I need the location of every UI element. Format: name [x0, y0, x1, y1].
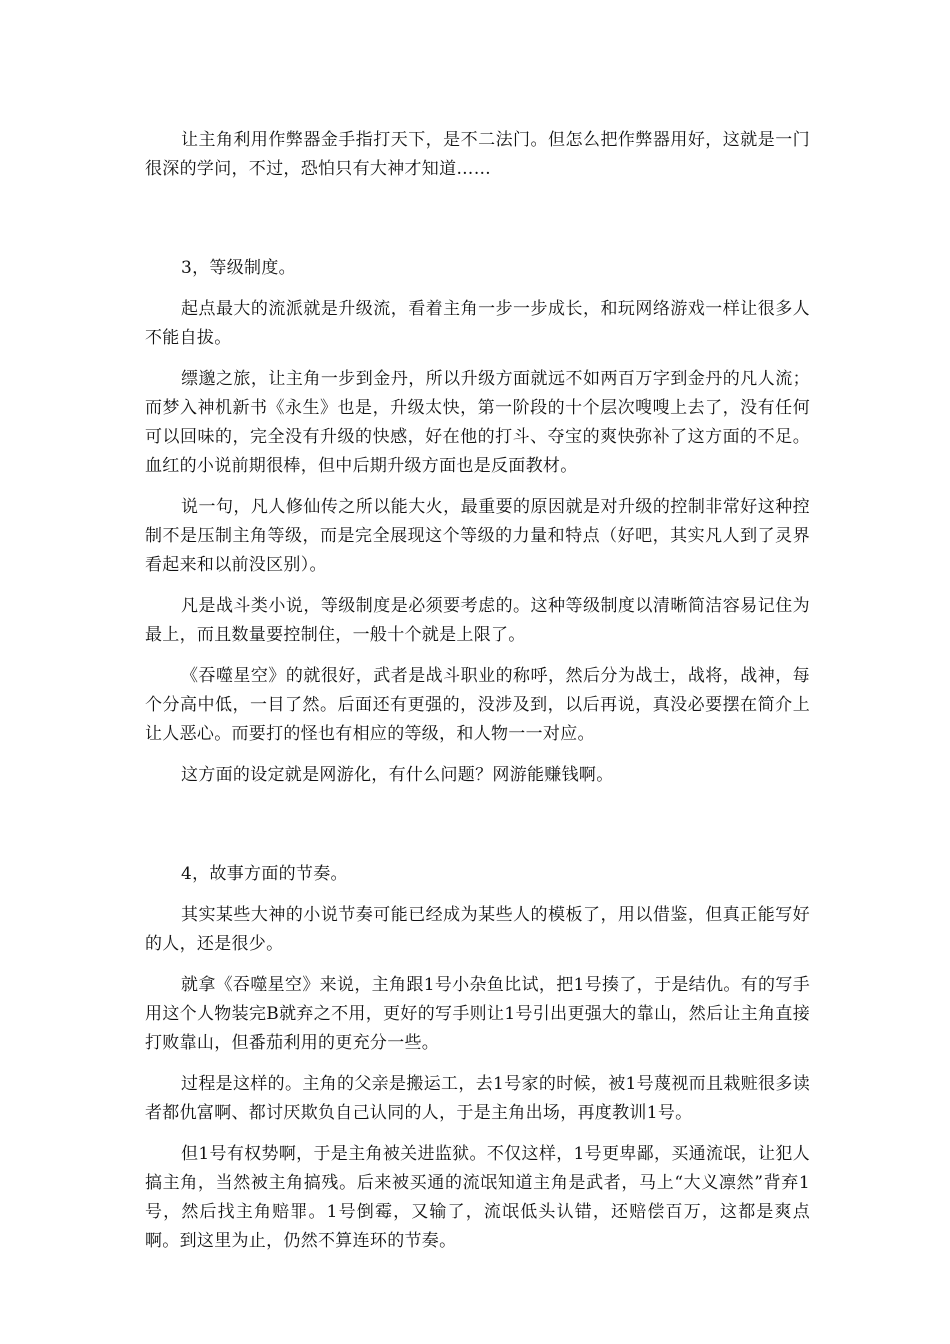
section-heading-level-system: 3，等级制度。	[181, 258, 296, 278]
paragraph-leveling-genre: 起点最大的流派就是升级流，看着主角一步一步成长，和玩网络游戏一样让很多人不能自拔。	[145, 299, 810, 348]
paragraph-prison: 但1号有权势啊，于是主角被关进监狱。不仅这样，1号更卑鄙，买通流氓，让犯人搞主角，当然被主角搞残。后来被买通的流氓知道主角是武者，马上“大义凛然”背弃1号，然后找主角赔罪。1号倒霉，又输了，流氓低头认错，还赔偿百万，这都是爽点啊。到这里为止，仍然不算连环的节奏。	[145, 1144, 810, 1251]
paragraph-tunshi-example: 《吞噬星空》的就很好，武者是战斗职业的称呼，然后分为战士，战将，战神，每个分高中低，一目了然。后面还有更强的，没涉及到，以后再说，真没必要摆在简介上让人恶心。而要打的怪也有相应的等级，和人物一一对应。	[145, 666, 810, 744]
section-heading-story-pacing: 4，故事方面的节奏。	[181, 864, 348, 884]
paragraph-pacing-templates: 其实某些大神的小说节奏可能已经成为某些人的模板了，用以借鉴，但真正能写好的人，还是很少。	[145, 905, 810, 954]
paragraph-online-game: 这方面的设定就是网游化，有什么问题？网游能赚钱啊。	[181, 765, 614, 785]
paragraph-fanren-control: 说一句，凡人修仙传之所以能大火，最重要的原因就是对升级的控制非常好这种控制不是压制主角等级，而是完全展现这个等级的力量和特点（好吧，其实凡人到了灵界看起来和以前没区别）。	[145, 497, 810, 575]
paragraph-leveling-examples: 缥邈之旅，让主角一步到金丹，所以升级方面就远不如两百万字到金丹的凡人流；而梦入神机新书《永生》也是，升级太快，第一阶段的十个层次嗖嗖上去了，没有任何可以回味的，完全没有升级的快感，好在他的打斗、夺宝的爽快弥补了这方面的不足。血红的小说前期很棒，但中后期升级方面也是反面教材。	[145, 369, 810, 476]
paragraph-number-one-fish: 就拿《吞噬星空》来说，主角跟1号小杂鱼比试，把1号揍了，于是结仇。有的写手用这个人物装完B就弃之不用，更好的写手则让1号引出更强大的靠山，然后让主角直接打败靠山，但番茄利用的更充分一些。	[145, 975, 810, 1053]
paragraph-process: 过程是这样的。主角的父亲是搬运工，去1号家的时候，被1号蔑视而且栽赃很多读者都仇富啊、都讨厌欺负自己认同的人，于是主角出场，再度教训1号。	[145, 1074, 810, 1123]
paragraph-cheat-device: 让主角利用作弊器金手指打天下，是不二法门。但怎么把作弊器用好，这就是一门很深的学问，不过，恐怕只有大神才知道……	[145, 130, 810, 179]
paragraph-combat-levels: 凡是战斗类小说，等级制度是必须要考虑的。这种等级制度以清晰简洁容易记住为最上，而且数量要控制住，一般十个就是上限了。	[145, 596, 810, 645]
